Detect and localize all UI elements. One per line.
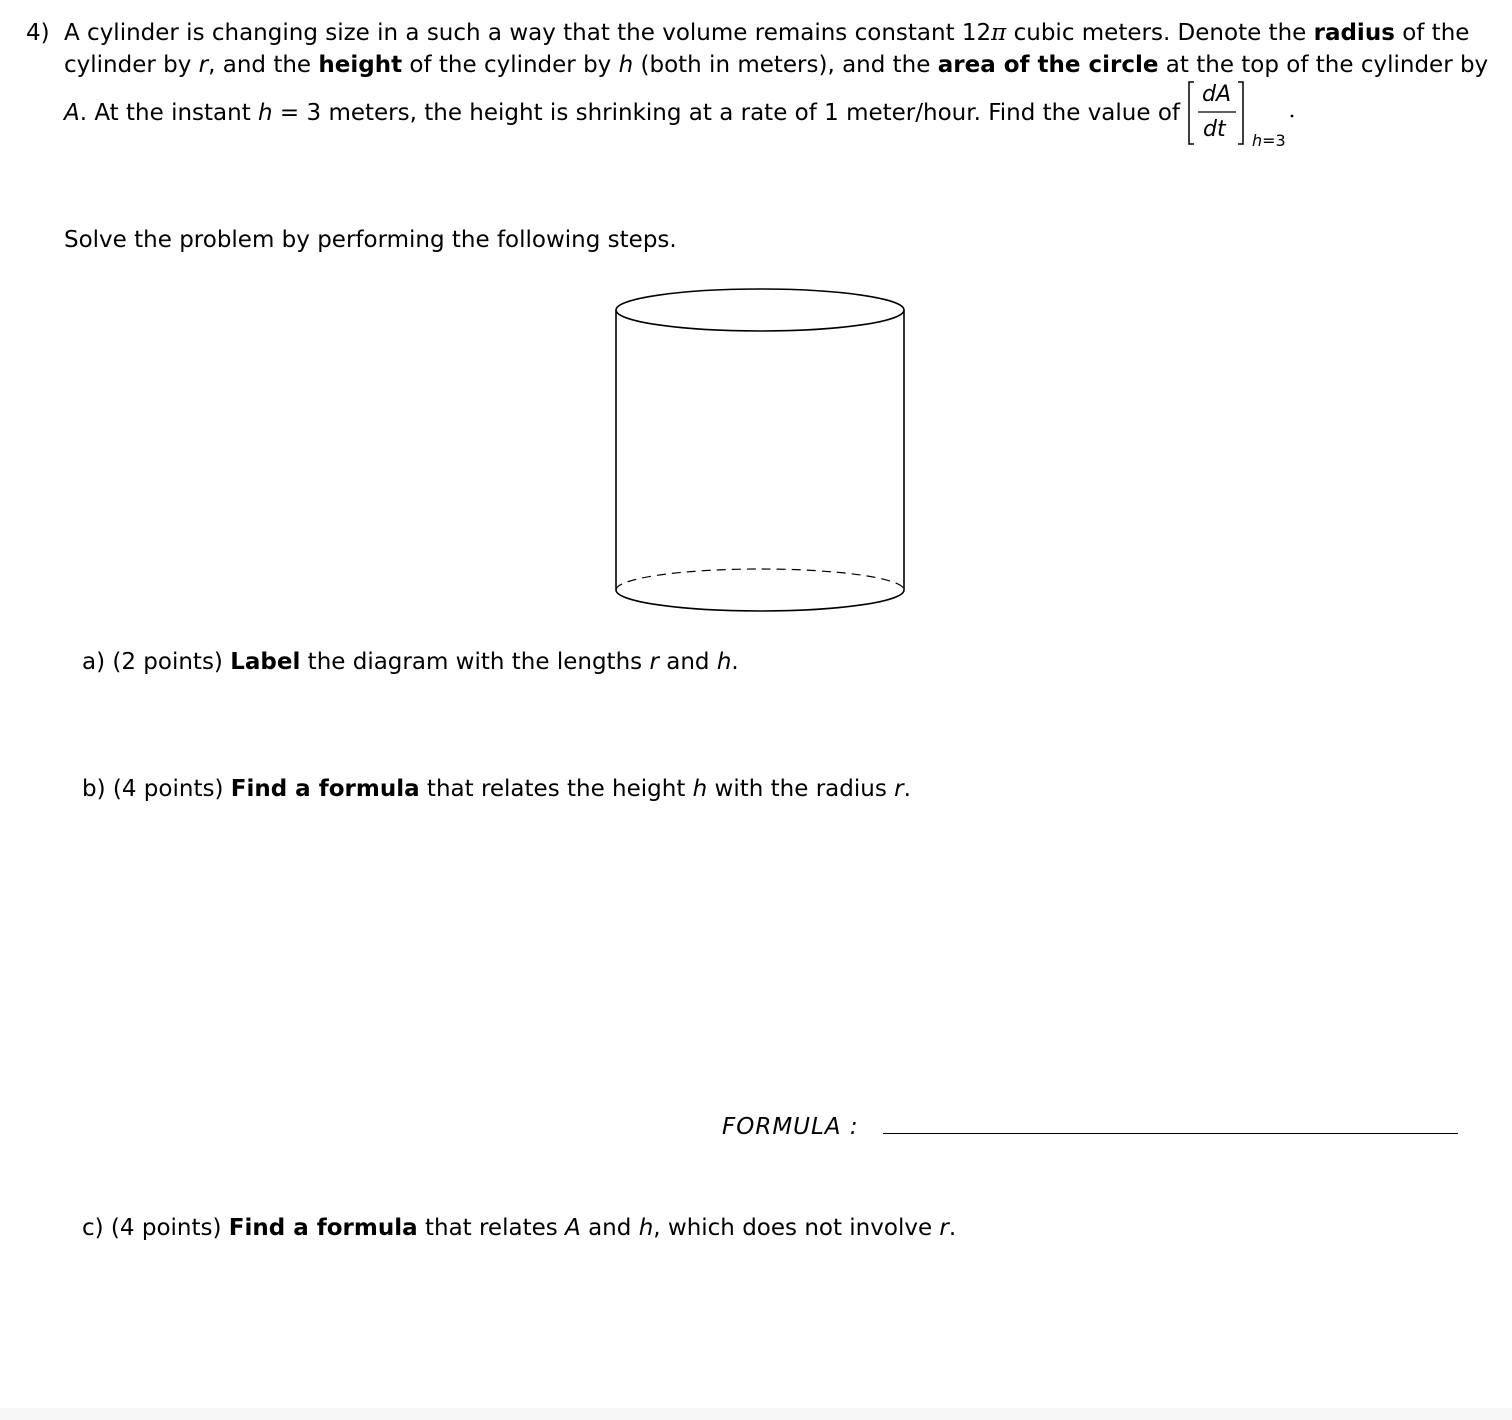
formula-label: FORMULA : [722,1114,859,1140]
evaluation-subscript: h=3 [1252,131,1286,150]
part-c: c) (4 points) Find a formula that relates A and h, which does not involve r. [82,1215,957,1241]
problem-line-2: cylinder by r, and the height of the cylinder by h (both in meters), and the area of the circle at the top of the cylinder by [64,52,1489,78]
cylinder-diagram [610,283,910,623]
part-b: b) (4 points) Find a formula that relates the height h with the radius r. [82,776,911,802]
fraction-numerator: dA [1202,82,1232,107]
cylinder-bottom-back-arc [616,569,904,590]
formula-answer-line[interactable] [883,1133,1458,1134]
cylinder-bottom-front-arc [616,590,904,611]
instructions: Solve the problem by performing the following steps. [64,227,677,253]
fraction-denominator: dt [1203,117,1226,142]
page-bottom-edge [0,1408,1512,1420]
problem-number: 4) [26,20,50,46]
part-a: a) (2 points) Label the diagram with the lengths r and h. [82,649,739,675]
problem-line-1: A cylinder is changing size in a such a way that the volume remains constant 12π cubic meters. Denote the radius of the [64,20,1470,46]
cylinder-top-ellipse [616,289,904,331]
pi-symbol: π [991,20,1007,46]
problem-line-3: A. At the instant h = 3 meters, the height is shrinking at a rate of 1 meter/hour. Find the value of [64,100,1180,126]
derivative-expression [1186,78,1306,150]
